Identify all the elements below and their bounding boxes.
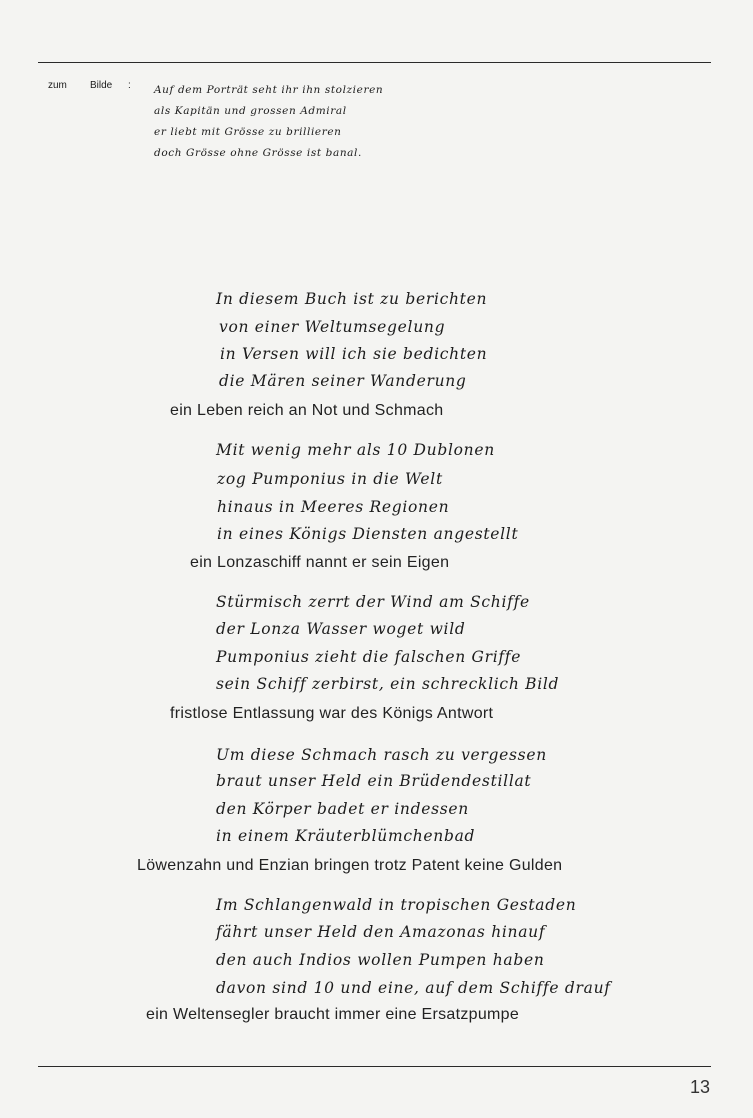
verse-line: hinaus in Meeres Regionen (217, 498, 450, 516)
verse-line: Im Schlangenwald in tropischen Gestaden (216, 896, 577, 914)
top-rule (38, 62, 711, 63)
stanza-tagline: ein Leben reich an Not und Schmach (170, 402, 444, 419)
verse-line: zog Pumponius in die Welt (217, 470, 443, 488)
caption-lines (154, 80, 494, 164)
verse-line: braut unser Held ein Brüdendestillat (216, 772, 532, 790)
verse-line: Mit wenig mehr als 10 Dublonen (216, 441, 495, 459)
verse-line: in Versen will ich sie bedichten (220, 345, 488, 363)
verse-line: Stürmisch zerrt der Wind am Schiffe (216, 593, 530, 611)
verse-line: sein Schiff zerbirst, ein schrecklich Bild (216, 675, 560, 693)
verse-line: in einem Kräuterblümchenbad (216, 827, 476, 845)
caption-label-2: Bilde (90, 80, 113, 91)
stanza-tagline: ein Lonzaschiff nannt er sein Eigen (190, 554, 450, 571)
page-number: 13 (690, 1077, 711, 1097)
verse-line: von einer Weltumsegelung (219, 318, 446, 336)
bottom-rule (38, 1066, 711, 1067)
verse-line: in eines Königs Diensten angestellt (217, 525, 519, 543)
verse-line: fährt unser Held den Amazonas hinauf (216, 923, 546, 941)
verse-line: Um diese Schmach rasch zu vergessen (216, 746, 547, 764)
stanza-tagline: fristlose Entlassung war des Königs Antwort (170, 705, 494, 722)
verse-line: davon sind 10 und eine, auf dem Schiffe drauf (216, 979, 611, 997)
caption-line: doch Grösse ohne Grösse ist banal. (154, 147, 362, 159)
verse-line: die Mären seiner Wanderung (219, 372, 467, 390)
verse-line: der Lonza Wasser woget wild (216, 620, 466, 638)
verse-line: den Körper badet er indessen (216, 800, 469, 818)
caption-line: als Kapitän und grossen Admiral (154, 105, 347, 117)
verse-line: den auch Indios wollen Pumpen haben (216, 951, 545, 969)
caption-line: er liebt mit Grösse zu brillieren (154, 126, 342, 138)
caption-colon: : (128, 80, 131, 91)
stanza-tagline: ein Weltensegler braucht immer eine Ersatzpumpe (146, 1006, 520, 1023)
verse-line: Pumponius zieht die falschen Griffe (216, 648, 522, 666)
stanza-tagline: Löwenzahn und Enzian bringen trotz Patent keine Gulden (137, 857, 563, 874)
caption-label: zum (48, 80, 67, 91)
verse-line: In diesem Buch ist zu berichten (216, 290, 488, 308)
caption-line: Auf dem Porträt seht ihr ihn stolzieren (154, 84, 384, 96)
